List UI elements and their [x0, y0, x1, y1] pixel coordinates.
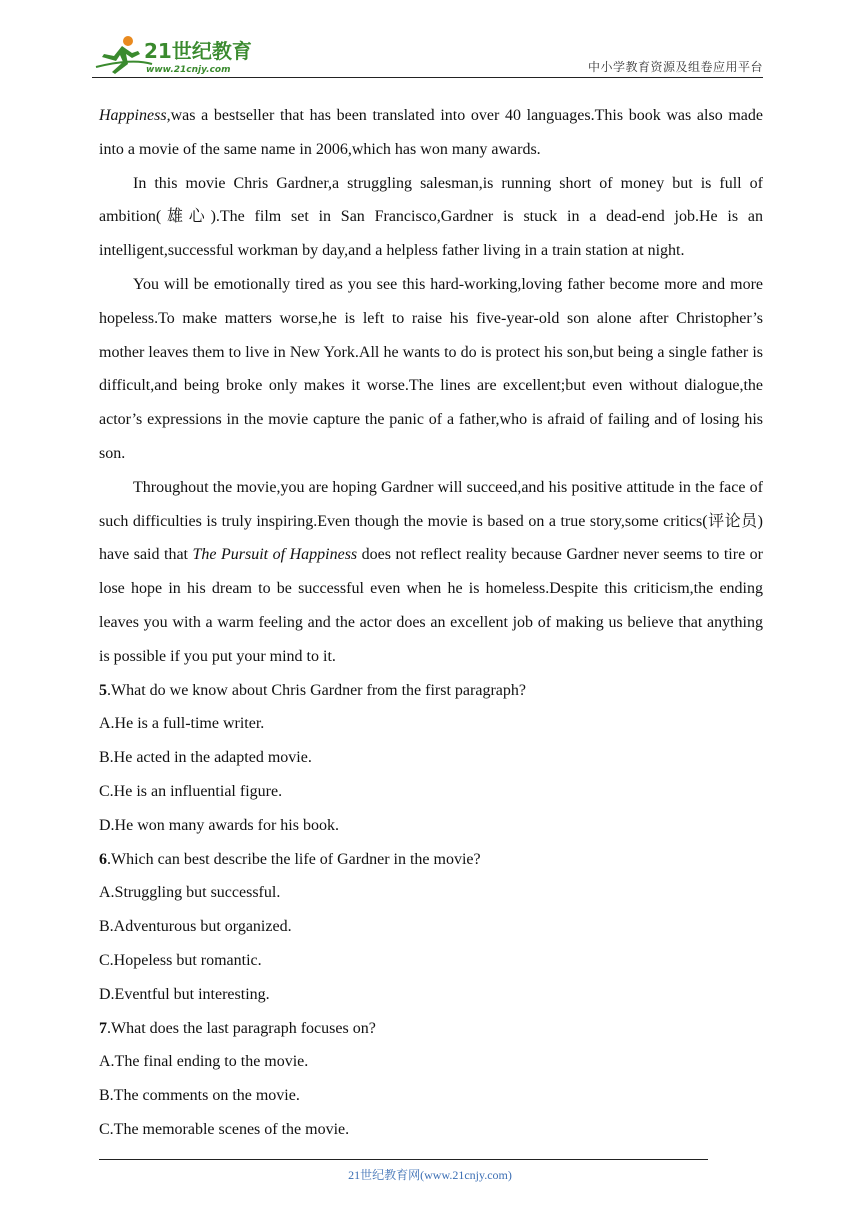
- option-6c: C.Hopeless but romantic.: [99, 951, 262, 969]
- option-7b: B.The comments on the movie.: [99, 1087, 300, 1105]
- question-6: 6.Which can best describe the life of Gardner in the movie?: [99, 850, 481, 868]
- question-5: 5.What do we know about Chris Gardner from the first paragraph?: [99, 681, 526, 699]
- option-7c: C.The memorable scenes of the movie.: [99, 1120, 350, 1138]
- book-title-italic: Happiness: [99, 107, 167, 124]
- header-platform-text: 中小学教育资源及组卷应用平台: [587, 60, 763, 74]
- footer-divider: [99, 1159, 708, 1160]
- site-logo: [92, 34, 262, 76]
- paragraph-3: You will be emotionally tired as you see this hard-working,loving father become more and more hopeless.To make matters worse,he is left to raise his five-year-old son alone after Christopher’s mother leaves them to live in New York.All he wants to do is protect his son,but being a single father is difficult,and being broke only makes it worse.The lines are excellent;but even without dialogue,the actor’s expressions in the movie capture the panic of a father,who is afraid of failing and of losing his son.: [99, 275, 763, 462]
- option-5c: C.He is an influential figure.: [99, 782, 283, 800]
- document-body: [99, 99, 763, 1147]
- option-5d: D.He won many awards for his book.: [99, 816, 339, 834]
- option-6d: D.Eventful but interesting.: [99, 985, 270, 1003]
- footer-site-text[interactable]: 21世纪教育网(www.21cnjy.com): [348, 1168, 512, 1182]
- svg-text:21世纪教育: 21世纪教育: [144, 39, 252, 63]
- paragraph-4: Throughout the movie,you are hoping Gardner will succeed,and his positive attitude in the face of such difficulties is truly inspiring.Even though the movie is based on a true story,some critics(评论员) have said that The Pursuit of Happiness does not reflect reality because Gardner never seems to tire or lose hope in his dream to be successful even when he is homeless.Despite this criticism,the ending leaves you with a warm feeling and the actor does an excellent job of making us believe that anything is possible if you put your mind to it.: [99, 478, 764, 665]
- option-7a: A.The final ending to the movie.: [99, 1053, 309, 1071]
- option-5a: A.He is a full-time writer.: [99, 715, 265, 733]
- paragraph-1: Happiness,was a bestseller that has been translated into over 40 languages.This book was also made into a movie of the same name in 2006,which has won many awards.: [99, 107, 763, 158]
- question-7: 7.What does the last paragraph focuses on?: [99, 1019, 376, 1037]
- page-header: [92, 30, 763, 78]
- option-5b: B.He acted in the adapted movie.: [99, 749, 312, 767]
- option-6b: B.Adventurous but organized.: [99, 918, 292, 936]
- option-6a: A.Struggling but successful.: [99, 884, 281, 902]
- movie-title-italic: The Pursuit of Happiness: [192, 546, 358, 564]
- svg-text:www.21cnjy.com: www.21cnjy.com: [146, 65, 231, 75]
- paragraph-2: In this movie Chris Gardner,a struggling salesman,is running short of money but is full of ambition(雄心).The film set in San Francisco,Gardner is stuck in a dead-end job.He is an intelligent,successful workman by day,and a helpless father living in a train station at night.: [99, 174, 763, 260]
- header-divider: [92, 77, 763, 78]
